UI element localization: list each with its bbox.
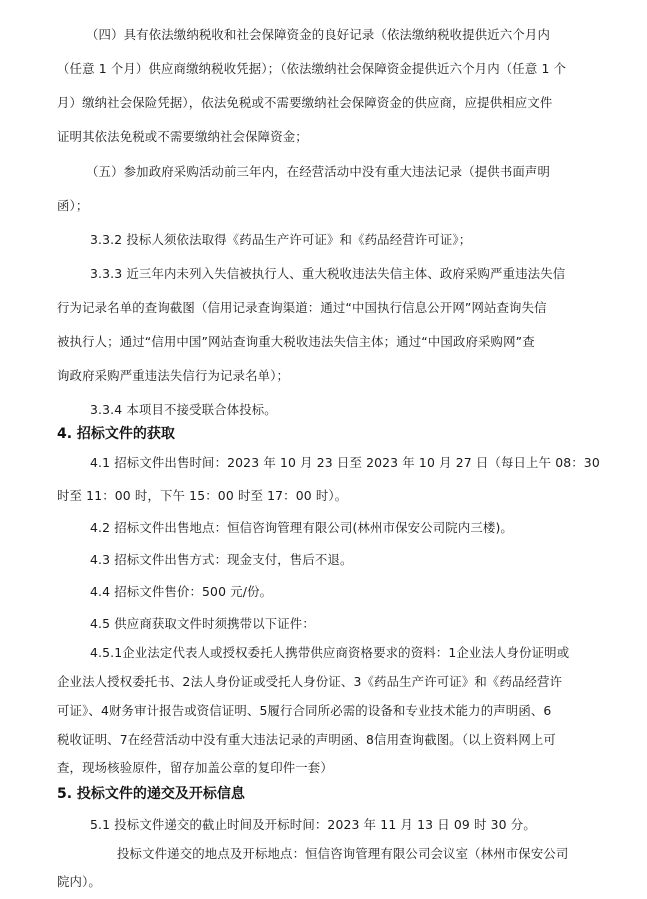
text-line: （五）参加政府采购活动前三年内，在经营活动中没有重大违法记录（提供书面声明 [86, 164, 551, 179]
text-line: 查，现场核验原件，留存加盖公章的复印件一套） [57, 760, 333, 775]
text-line: 4.1 招标文件出售时间：2023 年 10 月 23 日至 2023 年 10 月 27 日（每日上午 08：30 [90, 455, 600, 470]
text-line: 证明其依法免税或不需要缴纳社会保障资金； [57, 129, 308, 144]
section-heading: 5. 投标文件的递交及开标信息 [57, 786, 245, 802]
text-line: 税收证明、7在经营活动中没有重大违法记录的声明函、8信用查询截图。（以上资料网上可 [57, 732, 556, 747]
section-heading: 4. 招标文件的获取 [57, 426, 175, 442]
text-line: 4.5 供应商获取文件时须携带以下证件： [90, 616, 315, 631]
text-line: 4.3 招标文件出售方式：现金支付，售后不退。 [90, 552, 353, 567]
text-line: 4.2 招标文件出售地点：恒信咨询管理有限公司(林州市保安公司院内三楼)。 [90, 520, 513, 535]
text-line: 询政府采购严重违法失信行为记录名单）； [57, 368, 290, 383]
text-line: （任意 1 个月）供应商缴纳税收凭据）；（依法缴纳社会保障资金提供近六个月内（任意 1 个 [57, 61, 567, 76]
text-line: 投标文件递交的地点及开标地点：恒信咨询管理有限公司会议室（林州市保安公司 [117, 846, 569, 861]
text-line: 月）缴纳社会保险凭据），依法免税或不需要缴纳社会保障资金的供应商，应提供相应文件 [57, 95, 553, 110]
text-line: 3.3.4 本项目不接受联合体投标。 [90, 402, 277, 417]
text-line: 3.3.3 近三年内未列入失信被执行人、重大税收违法失信主体、政府采购严重违法失信 [90, 266, 566, 281]
text-line: 企业法人授权委托书、2法人身份证或受托人身份证、3《药品生产许可证》和《药品经营许 [57, 674, 563, 689]
text-line: 4.5.1企业法定代表人或授权委托人携带供应商资格要求的资料：1企业法人身份证明或 [90, 645, 570, 660]
text-line: 可证》、4财务审计报告或资信证明、5履行合同所必需的设备和专业技术能力的声明函、6 [57, 703, 552, 718]
text-line: （四）具有依法缴纳税收和社会保障资金的良好记录（依法缴纳税收提供近六个月内 [86, 27, 551, 42]
text-line: 行为记录名单的查询截图（信用记录查询渠道：通过“中国执行信息公开网”网站查询失信 [57, 300, 547, 315]
text-line: 3.3.2 投标人须依法取得《药品生产许可证》和《药品经营许可证》； [90, 232, 472, 247]
text-line: 4.4 招标文件售价：500 元/份。 [90, 584, 273, 599]
text-line: 被执行人；通过“信用中国”网站查询重大税收违法失信主体；通过“中国政府采购网”查 [57, 334, 535, 349]
text-line: 院内）。 [57, 874, 101, 889]
text-line: 5.1 投标文件递交的截止时间及开标时间：2023 年 11 月 13 日 09 时 30 分。 [90, 817, 536, 832]
text-line: 时至 11：00 时，下午 15：00 时至 17：00 时）。 [57, 488, 348, 503]
text-line: 函）； [57, 198, 89, 213]
